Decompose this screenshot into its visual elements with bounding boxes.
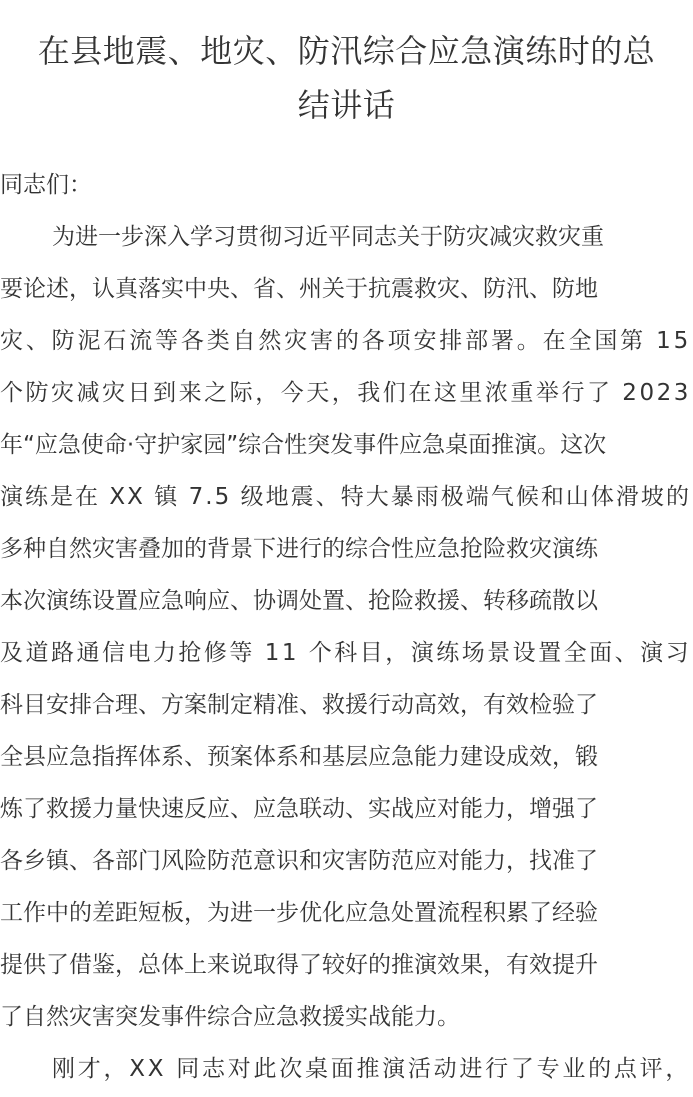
- paragraph-line: 年“应急使命·守护家园”综合性突发事件应急桌面推演。这次: [0, 432, 607, 458]
- paragraph-line: 炼了救援力量快速反应、应急联动、实战应对能力，增强了: [0, 796, 598, 822]
- paragraph-line: 为进一步深入学习贯彻习近平同志关于防灾减灾救灾重: [52, 224, 604, 250]
- paragraph-line: 刚才，XX 同志对此次桌面推演活动进行了专业的点评，: [52, 1056, 692, 1082]
- title-line-2: 结讲话: [297, 86, 396, 124]
- paragraph-line: 灾、防泥石流等各类自然灾害的各项安排部署。在全国第 15: [0, 328, 692, 354]
- paragraph-line: 及道路通信电力抢修等 11 个科目，演练场景设置全面、演习: [0, 640, 692, 666]
- paragraph-line: 了自然灾害突发事件综合应急救援实战能力。: [0, 1004, 460, 1030]
- paragraph-line: 多种自然灾害叠加的背景下进行的综合性应急抢险救灾演练: [0, 536, 598, 562]
- paragraph-line: 本次演练设置应急响应、协调处置、抢险救援、转移疏散以: [0, 588, 598, 614]
- paragraph-line: 提供了借鉴，总体上来说取得了较好的推演效果，有效提升: [0, 952, 598, 978]
- paragraph-line: 全县应急指挥体系、预案体系和基层应急能力建设成效，锻: [0, 744, 598, 770]
- paragraph-line: 要论述，认真落实中央、省、州关于抗震救灾、防汛、防地: [0, 276, 598, 302]
- paragraph-line: 科目安排合理、方案制定精准、救援行动高效，有效检验了: [0, 692, 598, 718]
- salutation: 同志们：: [0, 172, 92, 198]
- paragraph-line: 个防灾减灾日到来之际，今天，我们在这里浓重举行了 2023: [0, 380, 691, 406]
- paragraph-line: 各乡镇、各部门风险防范意识和灾害防范应对能力，找准了: [0, 848, 598, 874]
- paragraph-line: 演练是在 XX 镇 7.5 级地震、特大暴雨极端气候和山体滑坡的: [0, 484, 691, 510]
- title-line-1: 在县地震、地灾、防汛综合应急演练时的总: [37, 32, 656, 70]
- document-title: [0, 24, 693, 132]
- paragraph-line: 工作中的差距短板，为进一步优化应急处置流程积累了经验: [0, 900, 598, 926]
